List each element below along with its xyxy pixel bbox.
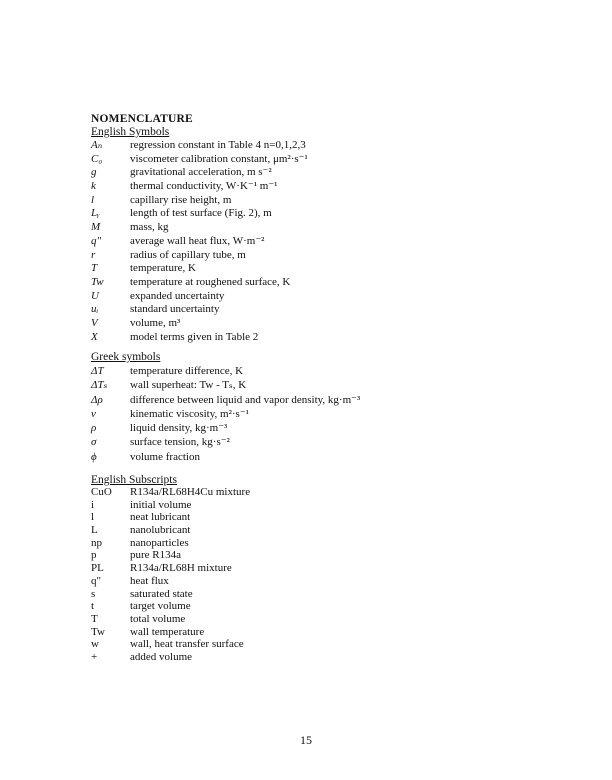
entry-symbol: q" [91, 574, 101, 587]
nomenclature-entry [91, 221, 308, 235]
nomenclature-entry [91, 421, 360, 435]
nomenclature-entry [91, 378, 360, 392]
entry-symbol: i [91, 498, 95, 511]
nomenclature-entry [91, 331, 308, 345]
entry-symbol: CuO [91, 486, 112, 498]
entry-definition: wall, heat transfer surface [130, 638, 244, 651]
entry-definition: saturated state [130, 587, 193, 600]
entry-symbol: Lᵧ [91, 207, 100, 220]
entry-definition: nanoparticles [130, 536, 189, 549]
entry-definition: nanolubricant [130, 524, 191, 537]
entry-symbol: M [91, 221, 101, 234]
nomenclature-entry [91, 303, 308, 317]
entry-symbol: r [91, 248, 96, 261]
entry-definition: kinematic viscosity, m²·s⁻¹ [130, 407, 249, 420]
entry-symbol: X [91, 330, 98, 343]
nomenclature-entry [91, 194, 308, 208]
entry-symbol: PL [91, 562, 104, 575]
nomenclature-entry [91, 262, 308, 276]
nomenclature-entry [91, 207, 308, 221]
entry-definition: gravitational acceleration, m s⁻² [130, 166, 272, 179]
entry-definition: viscometer calibration constant, μm²·s⁻¹ [130, 152, 308, 165]
entry-definition: average wall heat flux, W·m⁻² [130, 234, 265, 247]
entry-definition: heat flux [130, 574, 169, 587]
english-symbols-list [91, 139, 308, 344]
entry-definition: expanded uncertainty [130, 289, 225, 302]
entry-symbol: ΔT [91, 365, 104, 377]
entry-definition: total volume [130, 612, 186, 625]
entry-symbol: s [91, 587, 96, 600]
entry-definition: radius of capillary tube, m [130, 248, 246, 261]
entry-symbol: Tw [91, 625, 105, 638]
entry-symbol: + [91, 650, 98, 663]
greek-symbols-heading: Greek symbols [91, 351, 161, 363]
entry-symbol: ΔTₛ [91, 379, 108, 392]
nomenclature-title: NOMENCLATURE [91, 113, 193, 125]
entry-definition: capillary rise height, m [130, 193, 232, 206]
entry-definition: volume fraction [130, 450, 200, 463]
nomenclature-entry [91, 499, 250, 512]
nomenclature-entry [91, 638, 250, 651]
entry-definition: R134a/RL68H mixture [130, 562, 232, 575]
entry-definition: added volume [130, 650, 193, 663]
nomenclature-entry [91, 153, 308, 167]
entry-symbol: ρ [91, 422, 97, 435]
entry-symbol: Aₙ [91, 139, 103, 151]
entry-definition: standard uncertainty [130, 303, 220, 316]
entry-symbol: q" [91, 234, 102, 247]
entry-symbol: T [91, 612, 98, 625]
entry-symbol: U [91, 289, 99, 302]
english-subscripts-heading: English Subscripts [91, 474, 177, 486]
english-symbols-heading: English Symbols [91, 126, 170, 138]
entry-symbol: T [91, 262, 98, 275]
entry-definition: difference between liquid and vapor density, kg·m⁻³ [130, 393, 361, 406]
entry-definition: target volume [130, 600, 191, 613]
nomenclature-entry [91, 435, 360, 449]
nomenclature-entry [91, 407, 360, 421]
nomenclature-entry [91, 450, 360, 464]
entry-definition: temperature difference, K [130, 365, 244, 377]
nomenclature-entry [91, 290, 308, 304]
entry-symbol: uᵢ [91, 303, 99, 316]
entry-definition: wall temperature [130, 625, 205, 638]
entry-symbol: k [91, 180, 96, 193]
entry-definition: mass, kg [130, 221, 169, 234]
entry-symbol: p [91, 549, 97, 562]
entry-symbol: ϕ [91, 450, 97, 463]
entry-definition: length of test surface (Fig. 2), m [130, 207, 272, 220]
entry-definition: wall superheat: Tw - Tₛ, K [130, 379, 247, 392]
nomenclature-entry [91, 575, 250, 588]
nomenclature-entry [91, 588, 250, 601]
nomenclature-entry [91, 511, 250, 524]
entry-symbol: V [91, 316, 98, 329]
nomenclature-entry [91, 613, 250, 626]
nomenclature-entry [91, 364, 360, 378]
english-subscripts-list [91, 486, 250, 664]
page-number: 15 [300, 733, 312, 747]
entry-symbol: σ [91, 436, 97, 449]
nomenclature-entry [91, 317, 308, 331]
nomenclature-entry [91, 651, 250, 664]
entry-symbol: L [91, 524, 98, 537]
nomenclature-entry [91, 549, 250, 562]
entry-definition: model terms given in Table 2 [130, 330, 259, 343]
nomenclature-entry [91, 393, 360, 407]
entry-definition: liquid density, kg·m⁻³ [130, 422, 228, 435]
entry-symbol: l [91, 193, 95, 206]
nomenclature-entry [91, 139, 308, 153]
entry-definition: regression constant in Table 4 n=0,1,2,3 [130, 139, 306, 151]
nomenclature-entry [91, 486, 250, 499]
nomenclature-entry [91, 235, 308, 249]
entry-definition: thermal conductivity, W·K⁻¹ m⁻¹ [130, 180, 278, 193]
nomenclature-entry [91, 600, 250, 613]
entry-definition: temperature at roughened surface, K [130, 275, 291, 288]
entry-definition: surface tension, kg·s⁻² [130, 436, 230, 449]
entry-definition: temperature, K [130, 262, 196, 275]
nomenclature-entry [91, 537, 250, 550]
entry-definition: R134a/RL68H4Cu mixture [130, 486, 251, 498]
entry-definition: volume, m³ [130, 316, 181, 329]
entry-definition: initial volume [130, 498, 192, 511]
entry-symbol: np [91, 536, 102, 549]
entry-symbol: Tw [91, 275, 104, 288]
nomenclature-entry [91, 524, 250, 537]
entry-symbol: Δρ [91, 393, 103, 406]
entry-symbol: ν [91, 407, 96, 420]
entry-symbol: t [91, 600, 95, 613]
nomenclature-entry [91, 626, 250, 639]
entry-symbol: g [91, 166, 97, 179]
entry-symbol: w [91, 638, 99, 651]
nomenclature-entry [91, 276, 308, 290]
entry-symbol: C₀ [91, 152, 103, 165]
greek-symbols-list [91, 364, 360, 464]
nomenclature-entry [91, 562, 250, 575]
entry-definition: neat lubricant [130, 511, 191, 524]
nomenclature-entry [91, 166, 308, 180]
nomenclature-entry [91, 249, 308, 263]
entry-definition: pure R134a [130, 549, 182, 562]
entry-symbol: l [91, 511, 95, 524]
nomenclature-entry [91, 180, 308, 194]
